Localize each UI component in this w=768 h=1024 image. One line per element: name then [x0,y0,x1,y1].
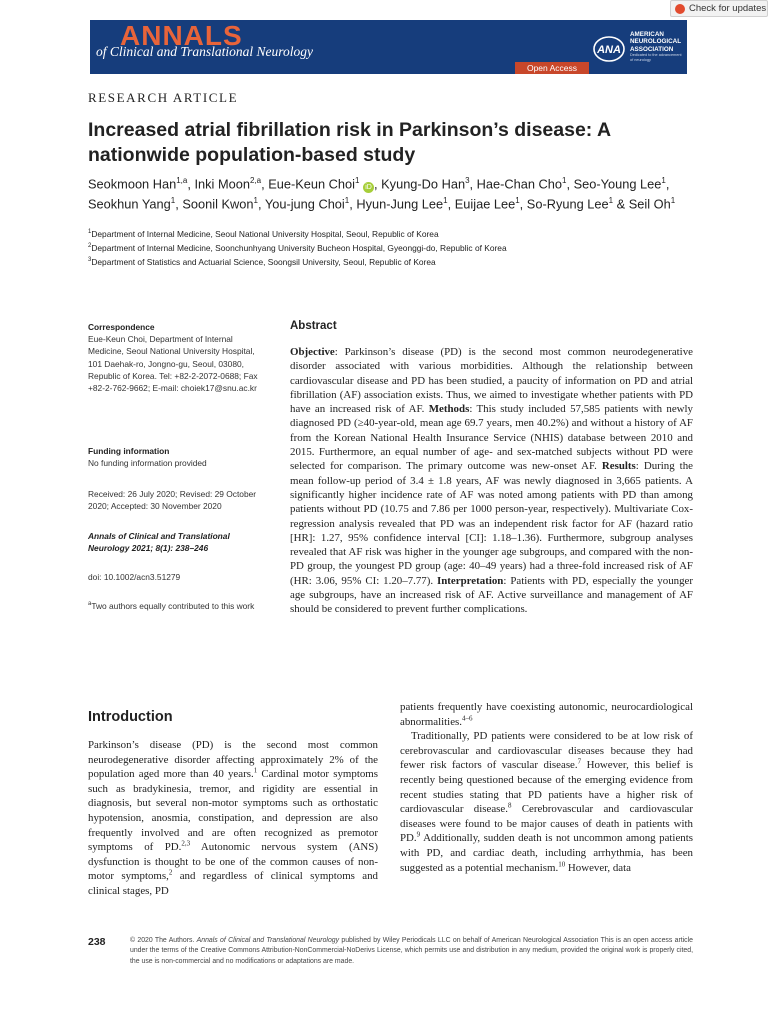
open-access-badge: Open Access [515,62,589,74]
article-title: Increased atrial fibrillation risk in Parkinson’s disease: A nationwide population-based study [88,119,611,166]
author-name: Soonil Kwon [182,196,254,212]
citation: Annals of Clinical and Translational Neurology 2021; 8(1): 238–246 [88,531,230,554]
correspondence-text: Eue-Keun Choi, Department of Internal Medicine, Seoul National University Hospital, 101 Daehak-ro, Jongno-gu, Seoul, 03080, Republic of Korea. Tel: +82-2-2072-0688; Fax +82-2-762-9662; E-mail: choiek17@snu.ac.kr [88,334,258,394]
author-name: You-jung Choi [264,196,345,212]
license-post: published by Wiley Periodicals LLC on behalf of American Neurological Association This is an open access article under the terms of the Creative Commons Attribution-NonCommercial-NoDerivs License, which permits use and distribution in any medium, provided the original work is properly cited, the use is non-commercial and no modifications or adaptations are made. [130,937,693,965]
objective-label: Objective [290,346,335,358]
author-affiliation-marker: 1 [608,196,614,206]
author-affiliation-marker: 1 [562,176,567,185]
introduction-paragraph-2: patients frequently have coexisting autonomic, neurocardiological abnormalities.$^{4-6}$ [400,701,693,728]
author-name: So-Ryung Lee [526,196,609,212]
interpretation-label: Interpretation [437,574,504,587]
author-affiliation-marker: 1 [661,176,666,185]
author-name: Hae-Chan Cho [476,176,563,192]
article-type: RESEARCH ARTICLE [88,90,239,105]
funding-text: No funding information provided [88,458,207,469]
results-text: : During the mean follow-up period of 3.4 ± 1.8 years, AF was newly diagnosed in 3,665 patients. A significantly higher incidence rate of AF was noted among patients with PD than among patients without PD (10.75 and 7.86 per 1000 person-year, respectively). Multivariate Cox-regression analysis revealed that PD was an independent risk factor for AF (hazard ratio [HR]: 1.27, 95% confidence interval [CI]: 1.18–1.36). Furthermore, subgroup analyses revealed that AF risk was higher in the younger age subgroups, and compared with the non-PD group, the youngest PD group (age: 40–49 years) had a three-fold increased risk of AF (HR: 3.06, 95% CI: 1.20–7.77). [290,460,693,587]
introduction-heading: Introduction [88,709,173,725]
footnote-marker: a [88,601,92,607]
citation-ref[interactable]: 7 [577,757,582,766]
author-name: Seokhun Yang [88,196,171,212]
abstract-heading: Abstract [290,320,337,332]
affiliation-line [88,240,708,254]
introduction-column-2 [400,700,693,875]
author-affiliation-marker: 3 [465,176,470,185]
author-affiliation-marker: 2,a [249,176,262,185]
methods-text: : This study included 57,585 patients with newly diagnosed PD (≥40-year-old, mean age 69.7 years, men 40.2%) and without a history of AF from the Korean National Health Insurance Service (NHIS) database between 2010 and 2015. Furthermore, an equal number of age- and sex-matched subjects without PD were selected for comparison. The primary outcome was new-onset AF. [290,403,693,473]
methods-label: Methods [428,403,470,416]
author-name: Eue-Keun Choi [268,176,355,192]
equal-contribution-footnote [88,598,270,612]
affiliation-number: 1 [88,229,92,235]
author-affiliation-marker: 1 [355,176,360,185]
author-name: Euijae Lee [454,196,516,212]
ana-logo-icon [592,34,626,64]
affiliation-text: Department of Internal Medicine, Soonchunhyang University Bucheon Hospital, Gyeonggi-do, Republic of Korea [91,242,507,253]
author-name: Inki Moon [194,176,250,192]
license-footer [130,936,693,967]
citation-ref[interactable]: 10 [558,859,566,868]
author-affiliation-marker: 1 [515,196,520,206]
introduction-paragraph-3: Traditionally, PD patients were considered to be at low risk of cerebrovascular and cardiovascular diseases because they had fewer risk factors of vascular disease.$^7$ However, this belief is recently being questioned because of the emerging evidence from recent studies stating that PD patients have a higher risk of cardiovascular disease.$^8$ Cerebrovascular and cardiovascular diseases were found to be major causes of death in patients with PD.$^9$ Additionally, sudden death is not uncommon among patients with PD, and cardiac death, including arrhythmia, has been suggested as a potential mechanism.$^{10}$ However, data [400,730,693,874]
ana-logo-text: ANA [597,44,621,56]
journal-logo-word: ANNALS [120,20,243,51]
citation-ref[interactable]: 2 [168,868,173,877]
author-name: Seokmoon Han [88,176,177,192]
affiliation-line [88,226,708,240]
author-name: Seo-Young Lee [573,176,662,192]
affiliation-text: Department of Internal Medicine, Seoul National University Hospital, Seoul, Republic of Korea [91,228,439,239]
affiliation-number: 2 [88,243,92,250]
footnote-text: Two authors equally contributed to this work [91,600,255,611]
affiliation-number: 3 [88,257,92,264]
citation-ref[interactable]: 8 [507,801,512,810]
author-affiliation-marker: 1 [670,196,676,206]
funding-heading: Funding information [88,446,170,456]
journal-subtitle: of Clinical and Translational Neurology [96,44,314,59]
author-affiliation-marker: 1 [253,196,258,206]
affiliation-line [88,254,708,268]
citation-ref[interactable]: 9 [416,830,421,839]
author-name: Seil Oh [628,196,671,212]
introduction-paragraph-1: Parkinson’s disease (PD) is the second most common neurodegenerative disorder affecting approximately 2% of the population aged more than 40 years.$^1$ Cardinal motor symptoms such as bradykinesia, tremor, and rigidity are essential in diagnosis, but several non-motor symptoms such as orthostatic hypotension, anosmia, constipation, and depression are also frequently involved and are often recognized as premotor symptoms of PD.$^{2,3}$ Autonomic nervous system (ANS) dysfunction is thought to be one of the common causes of non-motor symptoms,$^2$ and regardless of clinical symptoms and clinical stages, PD [88,739,378,897]
citation-ref[interactable]: 1 [253,766,258,775]
author-affiliation-marker: 1,a [176,176,188,185]
page-number: 238 [88,936,106,948]
association-name: AMERICAN NEUROLOGICAL ASSOCIATION [630,31,681,53]
author-affiliation-marker: 1 [443,196,448,206]
doi-link[interactable]: doi: 10.1002/acn3.51279 [88,572,181,582]
license-pre: © 2020 The Authors. [130,937,197,944]
orcid-icon[interactable]: iD [363,182,374,193]
objective-text: : Parkinson’s disease (PD) is the second most common neurodegenerative disorder associated with various morbidities. Although the relationship between cardiovascular disease and PD has been studied, a paucity of information on PD and atrial fibrillation (AF) association exists. Thus, we aimed to investigate whether patients with PD have an increased risk of AF. [290,346,693,416]
author-name: Kyung-Do Han [381,176,466,192]
association-tagline: Dedicated to the advancement of neurology [630,53,682,62]
author-list: Seokmoon Han$^{1,a}$, Inki Moon$^{2,a}$, Eue-Keun Choi$^1$ iD , Kyung-Do Han$^3$, Hae-Chan Cho$^1$, Seo-Young Lee$^1$, Seokhun Yang$^1$, Soonil Kwon$^1$, You-jung Choi$^1$, Hyun-Jung Lee$^1$, Euijae Lee$^1$, So-Ryung Lee$^1$ & Seil Oh$^1$ [88,176,676,212]
crossmark-icon [675,4,685,14]
funding-block [88,445,270,469]
correspondence-heading: Correspondence [88,322,155,332]
article-dates: Received: 26 July 2020; Revised: 29 October 2020; Accepted: 30 November 2020 [88,489,257,512]
results-label: Results [601,460,636,473]
affiliations [88,226,708,268]
interpretation-text: : Patients with PD, especially the younger age subgroups, have an increased risk of AF. Active surveillance and management of AF should be considered to prevent further complications. [290,574,693,616]
author-name: Hyun-Jung Lee [356,196,444,212]
author-affiliation-marker: 1 [344,196,350,206]
abstract-body [290,345,693,617]
citation-ref[interactable]: 4–6 [462,713,473,722]
correspondence-block [88,321,270,394]
citation-ref[interactable]: 2,3 [181,839,191,848]
check-for-updates-label: Check for updates [689,3,767,14]
check-for-updates-button[interactable] [670,0,768,17]
author-affiliation-marker: 1 [170,196,176,206]
affiliation-text: Department of Statistics and Actuarial Science, Soongsil University, Seoul, Republic of Korea [91,256,436,267]
license-journal: Annals of Clinical and Translational Neurology [196,937,340,944]
